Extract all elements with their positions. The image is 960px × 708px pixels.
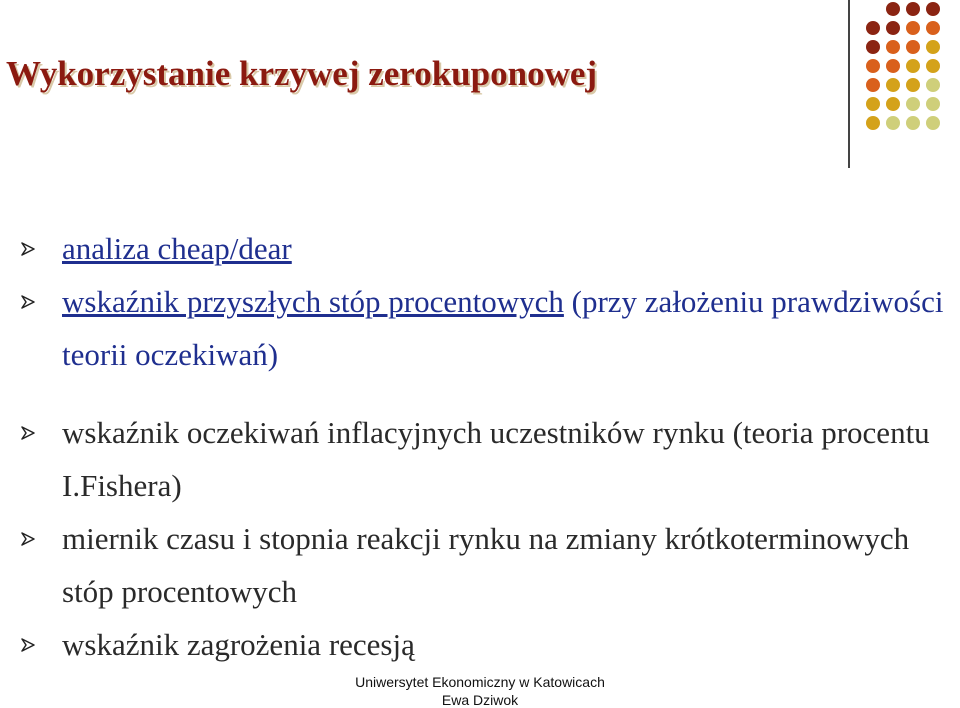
decor-dot <box>906 2 920 16</box>
slide-title: Wykorzystanie krzywej zerokuponowej <box>6 54 598 93</box>
decor-dot <box>906 40 920 54</box>
footer-university: Uniwersytet Ekonomiczny w Katowicach <box>355 674 605 690</box>
divider-line <box>848 0 850 168</box>
decor-dot <box>866 21 880 35</box>
bullet-link[interactable]: analiza cheap/dear <box>62 231 292 266</box>
decor-dot <box>866 59 880 73</box>
bullet-text: miernik czasu i stopnia reakcji rynku na zmiany krótkoterminowych stóp procentowych <box>62 521 910 609</box>
bullet-item <box>20 618 950 671</box>
decor-dot <box>866 116 880 130</box>
decor-dot <box>886 59 900 73</box>
decor-dot <box>886 116 900 130</box>
bullet-item <box>20 406 950 512</box>
decor-dot <box>886 78 900 92</box>
dot-grid-icon <box>866 2 960 146</box>
decor-dot <box>866 40 880 54</box>
decor-dot <box>926 2 940 16</box>
bullet-link[interactable]: wskaźnik przyszłych stóp procentowych <box>62 284 564 319</box>
decor-dot <box>926 78 940 92</box>
decor-dot <box>866 97 880 111</box>
decor-dot <box>886 2 900 16</box>
decor-dot <box>886 21 900 35</box>
bullet-text: (przy założeniu prawdziwości teorii oczekiwań) <box>62 284 944 372</box>
arrowhead-icon <box>20 406 44 459</box>
decor-dot <box>886 40 900 54</box>
decor-dot <box>926 59 940 73</box>
bullet-list <box>20 222 950 671</box>
bullet-item <box>20 512 950 618</box>
decor-dot <box>886 97 900 111</box>
decor-dot <box>906 59 920 73</box>
arrowhead-icon <box>20 275 44 328</box>
decor-dot <box>926 97 940 111</box>
decor-dot <box>906 21 920 35</box>
arrowhead-icon <box>20 222 44 275</box>
bullet-text: wskaźnik zagrożenia recesją <box>62 627 415 662</box>
bullet-item <box>20 222 950 275</box>
decor-dot <box>926 40 940 54</box>
footer-author: Ewa Dziwok <box>441 692 519 708</box>
decor-dot <box>926 116 940 130</box>
decor-dot <box>926 21 940 35</box>
bullet-item <box>20 275 950 381</box>
arrowhead-icon <box>20 618 44 671</box>
decor-dot <box>906 78 920 92</box>
bullet-text: wskaźnik oczekiwań inflacyjnych uczestników rynku (teoria procentu I.Fishera) <box>62 415 930 503</box>
decor-dot <box>906 116 920 130</box>
decor-dot <box>906 97 920 111</box>
arrowhead-icon <box>20 512 44 565</box>
decor-dot <box>866 78 880 92</box>
